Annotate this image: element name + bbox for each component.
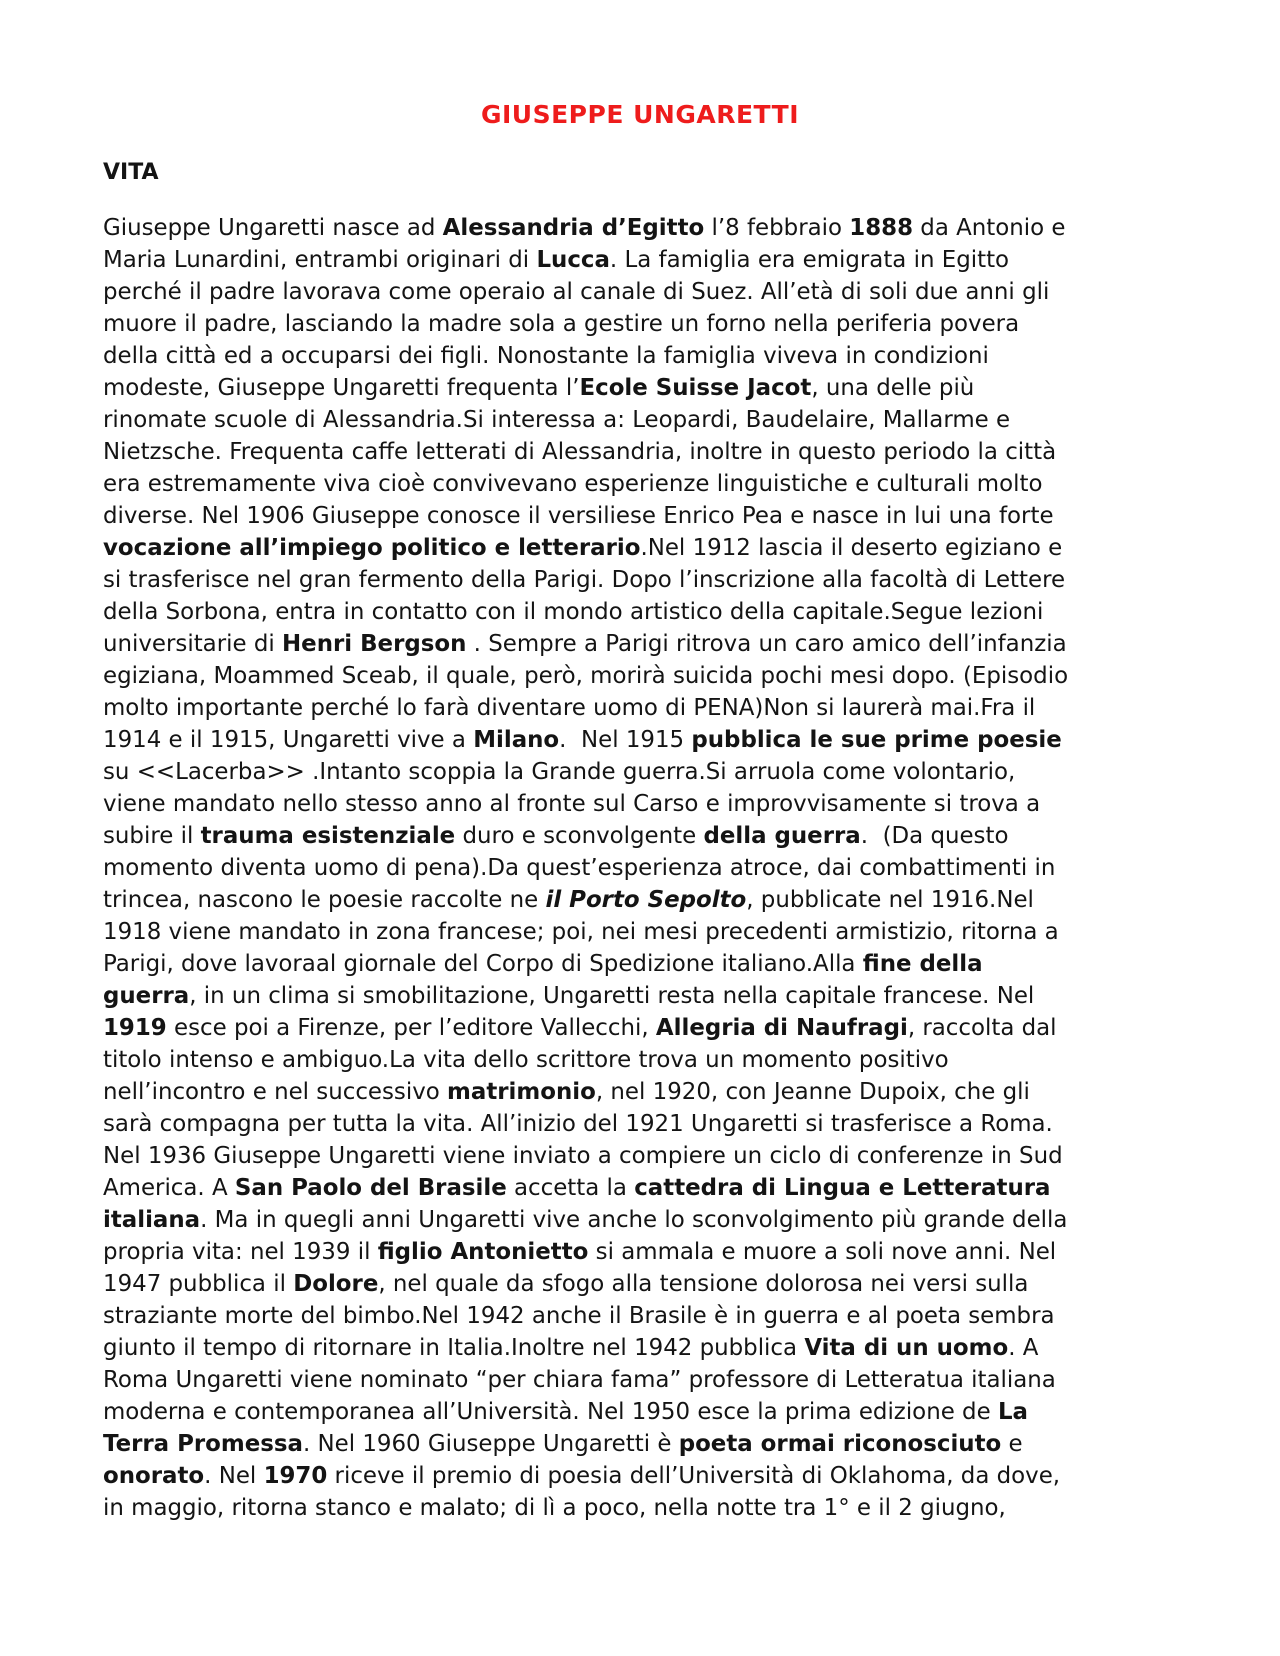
text-run: da Antonio e (913, 215, 1066, 241)
emphasis-text: matrimonio (447, 1079, 596, 1105)
text-run: si ammala e muore a soli nove anni. Nel (588, 1239, 1057, 1265)
text-run: si trasferisce nel gran fermento della Parigi. Dopo l’inscrizione alla facoltà di Lettere (103, 567, 1066, 593)
emphasis-text: onorato (103, 1463, 205, 1489)
emphasis-text: Allegria di Naufragi (655, 1015, 908, 1041)
text-run: . Nel (204, 1463, 264, 1489)
text-run: giunto il tempo di ritornare in Italia.Inoltre nel 1942 pubblica (103, 1335, 805, 1361)
emphasis-text: guerra (103, 983, 190, 1009)
text-line (103, 212, 1183, 244)
text-line (103, 308, 1183, 340)
text-line (103, 1300, 1183, 1332)
emphasis-text: 1919 (103, 1015, 167, 1041)
text-run: accetta la (506, 1175, 635, 1201)
emphasis-text: 1888 (849, 215, 914, 241)
text-run: su <<Lacerba>> .Intanto scoppia la Grande guerra.Si arruola come volontario, (103, 759, 1016, 785)
text-run: Nietzsche. Frequenta caffe letterati di Alessandria, inoltre in questo periodo la città (103, 439, 1057, 465)
text-run: momento diventa uomo di pena).Da quest’esperienza atroce, dai combattimenti in (103, 855, 1056, 881)
text-line (103, 1140, 1183, 1172)
text-run: subire il (103, 823, 201, 849)
text-run: riceve il premio di poesia dell’Università di Oklahoma, da dove, (327, 1463, 1061, 1489)
emphasis-text: Lucca (536, 247, 610, 273)
text-run: straziante morte del bimbo.Nel 1942 anche il Brasile è in guerra e al poeta sembra (103, 1303, 1055, 1329)
text-run: l’8 febbraio (704, 215, 850, 241)
text-run: . Ma in quegli anni Ungaretti vive anche lo sconvolgimento più grande della (200, 1207, 1068, 1233)
text-line (103, 1364, 1183, 1396)
text-run: , nel quale da sfogo alla tensione dolorosa nei versi sulla (378, 1271, 1029, 1297)
emphasis-text: cattedra di Lingua e Letteratura (634, 1175, 1051, 1201)
text-line (103, 244, 1183, 276)
emphasis-text: Henri Bergson (282, 631, 467, 657)
text-line (103, 916, 1183, 948)
text-run: della città ed a occuparsi dei figli. Nonostante la famiglia viveva in condizioni (103, 343, 989, 369)
text-run: nell’incontro e nel successivo (103, 1079, 448, 1105)
emphasis-text: italiana (103, 1207, 201, 1233)
emphasis-text: Terra Promessa (103, 1431, 303, 1457)
text-line (103, 372, 1183, 404)
text-line (103, 1332, 1183, 1364)
text-run: 1914 e il 1915, Ungaretti vive a (103, 727, 474, 753)
text-line (103, 276, 1183, 308)
emphasis-text: 1970 (263, 1463, 328, 1489)
text-run: rinomate scuole di Alessandria.Si interessa a: Leopardi, Baudelaire, Mallarme e (103, 407, 1011, 433)
text-run: , una delle più (811, 375, 975, 401)
text-run: moderna e contemporanea all’Università. Nel 1950 esce la prima edizione de (103, 1399, 998, 1425)
text-run: diverse. Nel 1906 Giuseppe conosce il versiliese Enrico Pea e nasce in lui una forte (103, 503, 1054, 529)
text-line (103, 756, 1183, 788)
text-line (103, 628, 1183, 660)
text-run: propria vita: nel 1939 il (103, 1239, 378, 1265)
emphasis-text: Ecole Suisse Jacot (579, 375, 812, 401)
text-line (103, 660, 1183, 692)
text-run: 1918 viene mandato in zona francese; poi, nei mesi precedenti armistizio, ritorna a (103, 919, 1059, 945)
text-run: Nel 1936 Giuseppe Ungaretti viene inviato a compiere un ciclo di conferenze in Sud (103, 1143, 1063, 1169)
emphasis-text: Vita di un uomo (804, 1335, 1009, 1361)
text-run: era estremamente viva cioè convivevano esperienze linguistiche e culturali molto (103, 471, 1043, 497)
text-line (103, 884, 1183, 916)
text-line (103, 1268, 1183, 1300)
text-line (103, 980, 1183, 1012)
text-line (103, 404, 1183, 436)
text-run: Giuseppe Ungaretti nasce ad (103, 215, 443, 241)
text-run: Parigi, dove lavoraal giornale del Corpo di Spedizione italiano.Alla (103, 951, 863, 977)
emphasis-text: San Paolo del Brasile (234, 1175, 507, 1201)
text-run: . Sempre a Parigi ritrova un caro amico dell’infanzia (466, 631, 1067, 657)
text-run: , in un clima si smobilitazione, Ungaretti resta nella capitale francese. Nel (189, 983, 1035, 1009)
text-line (103, 1044, 1183, 1076)
body-paragraph (103, 212, 1183, 1524)
text-line (103, 596, 1183, 628)
text-run: modeste, Giuseppe Ungaretti frequenta l’ (103, 375, 580, 401)
text-line (103, 532, 1183, 564)
text-run: . (Da questo (860, 823, 1009, 849)
text-line (103, 1012, 1183, 1044)
text-run: , nel 1920, con Jeanne Dupoix, che gli (595, 1079, 1030, 1105)
text-run: viene mandato nello stesso anno al fronte sul Carso e improvvisamente si trova a (103, 791, 1041, 817)
text-run: molto importante perché lo farà diventare uomo di PENA)Non si laurerà mai.Fra il (103, 695, 1036, 721)
text-run: in maggio, ritorna stanco e malato; di lì a poco, nella notte tra 1° e il 2 giugno, (103, 1495, 1006, 1521)
emphasis-text: La (997, 1399, 1028, 1425)
text-line (103, 948, 1183, 980)
text-line (103, 1428, 1183, 1460)
text-run: , raccolta dal (907, 1015, 1057, 1041)
text-run: egiziana, Moammed Sceab, il quale, però, morirà suicida pochi mesi dopo. (Episodio (103, 663, 1069, 689)
emphasis-text: poeta ormai riconosciuto (678, 1431, 1002, 1457)
text-line (103, 1076, 1183, 1108)
emphasis-text: della guerra (703, 823, 861, 849)
text-line (103, 564, 1183, 596)
text-line (103, 1460, 1183, 1492)
text-line (103, 1492, 1183, 1524)
text-run: Maria Lunardini, entrambi originari di (103, 247, 537, 273)
text-line (103, 1108, 1183, 1140)
text-line (103, 724, 1183, 756)
emphasis-text: Milano (473, 727, 560, 753)
emphasis-text: pubblica le sue prime poesie (691, 727, 1062, 753)
text-line (103, 1204, 1183, 1236)
text-run: della Sorbona, entra in contatto con il mondo artistico della capitale.Segue lezioni (103, 599, 1044, 625)
section-heading-vita: VITA (103, 160, 159, 185)
text-line (103, 1236, 1183, 1268)
document-title: GIUSEPPE UNGARETTI (480, 100, 800, 129)
text-run: , pubblicate nel 1916.Nel (746, 887, 1034, 913)
text-run: . Nel 1915 (559, 727, 692, 753)
text-run: . A (1008, 1335, 1039, 1361)
emphasis-text: Alessandria d’Egitto (442, 215, 705, 241)
text-line (103, 1172, 1183, 1204)
text-run: . La famiglia era emigrata in Egitto (609, 247, 1010, 273)
text-line (103, 436, 1183, 468)
text-run: . Nel 1960 Giuseppe Ungaretti è (302, 1431, 679, 1457)
text-run: Roma Ungaretti viene nominato “per chiara fama” professore di Letteratua italiana (103, 1367, 1056, 1393)
text-run: muore il padre, lasciando la madre sola a gestire un forno nella periferia povera (103, 311, 1020, 337)
text-line (103, 1396, 1183, 1428)
text-line (103, 500, 1183, 532)
text-run: trincea, nascono le poesie raccolte ne (103, 887, 546, 913)
emphasis-text: fine della (862, 951, 983, 977)
emphasis-text: trauma esistenziale (200, 823, 456, 849)
text-run: perché il padre lavorava come operaio al canale di Suez. All’età di soli due anni gli (103, 279, 1050, 305)
text-run: universitarie di (103, 631, 283, 657)
text-run: 1947 pubblica il (103, 1271, 294, 1297)
text-run: duro e sconvolgente (455, 823, 704, 849)
text-run: titolo intenso e ambiguo.La vita dello scrittore trova un momento positivo (103, 1047, 949, 1073)
emphasis-text: figlio Antonietto (377, 1239, 589, 1265)
text-line (103, 820, 1183, 852)
text-line (103, 468, 1183, 500)
emphasis-text: Dolore (293, 1271, 379, 1297)
text-run: esce poi a Firenze, per l’editore Vallecchi, (166, 1015, 656, 1041)
text-line (103, 852, 1183, 884)
text-run: America. A (103, 1175, 235, 1201)
text-line (103, 340, 1183, 372)
emphasis-text: vocazione all’impiego politico e letterario (103, 535, 641, 561)
emphasis-text: il Porto Sepolto (545, 887, 747, 913)
text-line (103, 692, 1183, 724)
text-run: sarà compagna per tutta la vita. All’inizio del 1921 Ungaretti si trasferisce a Roma. (103, 1111, 1053, 1137)
text-run: .Nel 1912 lascia il deserto egiziano e (640, 535, 1063, 561)
text-line (103, 788, 1183, 820)
text-run: e (1001, 1431, 1023, 1457)
